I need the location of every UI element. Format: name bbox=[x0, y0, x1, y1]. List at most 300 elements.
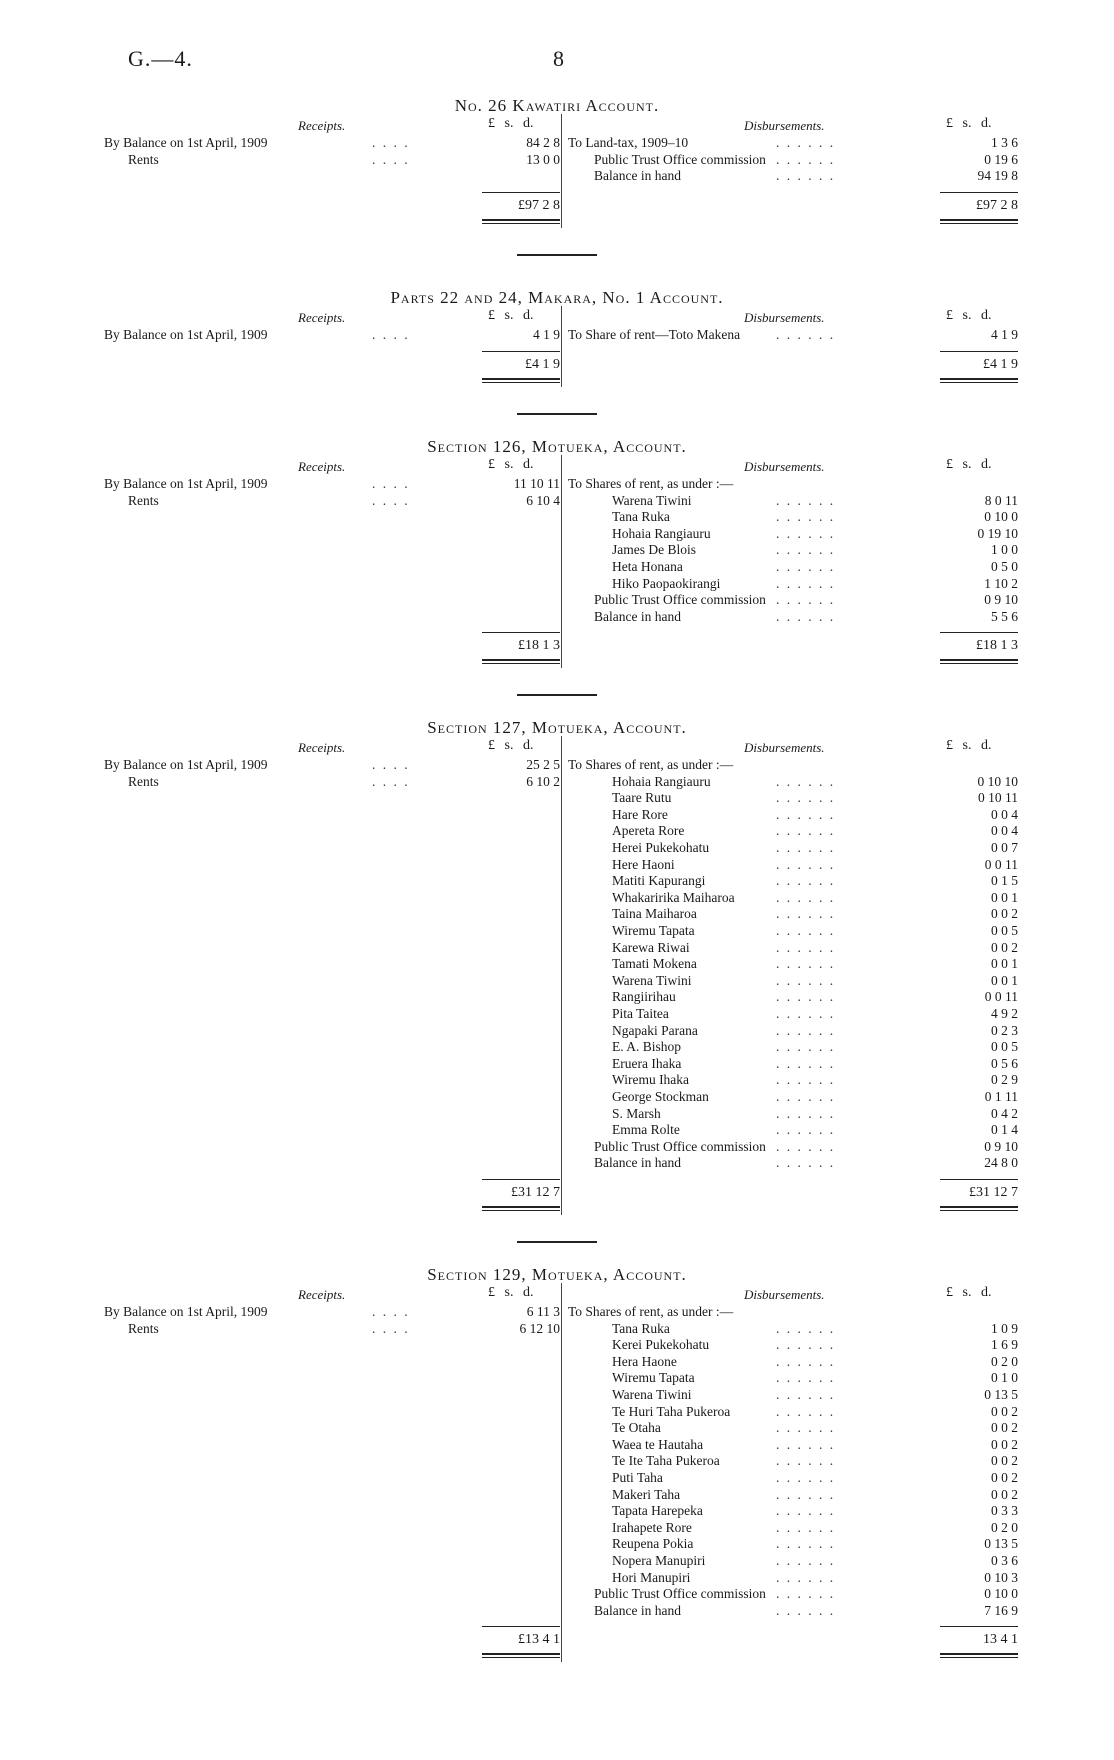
disbursement-amount: 0 0 1 bbox=[991, 956, 1018, 972]
disbursement-row bbox=[0, 1071, 1114, 1088]
leader-dots: . . . . . . bbox=[776, 509, 836, 525]
disbursement-row bbox=[0, 972, 1114, 989]
disbursements-heading: Disbursements. bbox=[744, 310, 825, 325]
disbursement-label: Hare Rore bbox=[612, 806, 668, 822]
disbursement-label: Balance in hand bbox=[594, 168, 681, 184]
disbursement-row bbox=[0, 839, 1114, 856]
leader-dots: . . . . bbox=[372, 492, 410, 508]
document-code: G.—4. bbox=[128, 46, 193, 71]
disbursement-row bbox=[0, 905, 1114, 922]
disbursement-row bbox=[0, 1436, 1114, 1453]
disbursement-row bbox=[0, 1452, 1114, 1469]
disbursement-amount: 0 13 5 bbox=[984, 1536, 1018, 1552]
disbursement-amount: 0 13 5 bbox=[984, 1387, 1018, 1402]
disbursement-amount: 0 0 4 bbox=[991, 823, 1018, 839]
section-separator bbox=[517, 694, 597, 696]
account-title: Section 129, Motueka, Account. bbox=[427, 1265, 687, 1284]
disbursement-label: Wiremu Tapata bbox=[612, 923, 695, 938]
disbursement-row bbox=[0, 1320, 1114, 1337]
disbursement-amount: 0 1 11 bbox=[984, 1089, 1018, 1104]
disbursement-label: Public Trust Office commission bbox=[594, 1586, 766, 1602]
disbursement-amount: 0 0 1 bbox=[991, 889, 1018, 905]
disbursements-total-rule bbox=[940, 632, 1018, 633]
receipt-label: Rents bbox=[128, 773, 159, 789]
disbursement-amount: 0 10 11 bbox=[978, 790, 1018, 806]
disbursement-row bbox=[0, 955, 1114, 972]
disbursement-row bbox=[0, 1585, 1114, 1602]
disbursements-total-double-rule bbox=[940, 378, 1018, 383]
receipts-heading: Receipts. bbox=[298, 310, 346, 325]
disbursement-label: Herei Pukekohatu bbox=[612, 840, 710, 855]
account-title: No. 26 Kawatiri Account. bbox=[454, 96, 660, 115]
receipts-heading: Receipts. bbox=[298, 1287, 346, 1302]
leader-dots: . . . . . . bbox=[776, 1320, 836, 1336]
disbursement-amount: 1 3 6 bbox=[991, 135, 1018, 150]
account-title: Section 127, Motueka, Account. bbox=[427, 718, 687, 737]
disbursement-label: Te Otaha bbox=[612, 1420, 661, 1436]
disbursement-row bbox=[0, 1121, 1114, 1138]
disbursement-label: To Shares of rent, as under :— bbox=[568, 757, 734, 772]
disbursement-label: George Stockman bbox=[612, 1089, 709, 1104]
disbursements-total-double-rule bbox=[940, 1653, 1018, 1658]
disbursement-row bbox=[0, 1005, 1114, 1022]
disbursement-row bbox=[0, 1419, 1114, 1436]
leader-dots: . . . . . . bbox=[776, 168, 836, 184]
disbursement-amount: 0 2 9 bbox=[991, 1072, 1018, 1088]
receipts-total-rule bbox=[482, 1626, 560, 1627]
disbursement-amount: 4 9 2 bbox=[991, 1006, 1018, 1021]
section-separator bbox=[517, 254, 597, 256]
disbursement-amount: 0 10 3 bbox=[984, 1569, 1018, 1585]
disbursement-row bbox=[0, 134, 1114, 151]
disbursement-label: Tamati Mokena bbox=[612, 956, 697, 972]
receipt-label: Rents bbox=[128, 151, 159, 167]
disbursement-label: Karewa Riwai bbox=[612, 939, 690, 955]
disbursement-label: Wiremu Ihaka bbox=[612, 1072, 690, 1088]
leader-dots: . . . . . . bbox=[776, 840, 836, 855]
leader-dots: . . . . . . bbox=[776, 559, 836, 574]
disbursement-amount: 0 0 5 bbox=[991, 923, 1018, 938]
leader-dots: . . . . . . bbox=[776, 1022, 836, 1038]
disbursement-amount: 24 8 0 bbox=[984, 1155, 1018, 1171]
disbursement-label: Ngapaki Parana bbox=[612, 1022, 698, 1038]
leader-dots: . . . . . . bbox=[776, 1420, 836, 1436]
disbursements-lsd-heading: £ s. d. bbox=[946, 116, 992, 131]
leader-dots: . . . . . . bbox=[776, 1072, 836, 1088]
disbursement-amount: 0 0 1 bbox=[991, 972, 1018, 988]
disbursement-label: Reupena Pokia bbox=[612, 1536, 694, 1552]
leader-dots: . . . . . . bbox=[776, 1039, 836, 1055]
disbursement-label: James De Blois bbox=[612, 542, 696, 558]
disbursement-amount: 0 0 2 bbox=[991, 1470, 1018, 1485]
receipts-total-rule bbox=[482, 351, 560, 352]
receipts-total: £18 1 3 bbox=[518, 638, 560, 654]
disbursement-amount: 0 10 0 bbox=[984, 1586, 1018, 1602]
disbursement-amount: 1 0 9 bbox=[991, 1320, 1018, 1336]
disbursements-heading: Disbursements. bbox=[744, 118, 825, 133]
leader-dots: . . . . . . bbox=[776, 972, 836, 988]
receipts-total: £13 4 1 bbox=[518, 1632, 560, 1648]
leader-dots: . . . . . . bbox=[776, 542, 836, 558]
column-divider bbox=[561, 114, 562, 228]
leader-dots: . . . . . . bbox=[776, 790, 836, 806]
disbursement-label: Emma Rolte bbox=[612, 1122, 680, 1138]
disbursement-label: Te Ite Taha Pukeroa bbox=[612, 1453, 720, 1469]
disbursements-total: £97 2 8 bbox=[976, 197, 1018, 213]
receipts-total-double-rule bbox=[482, 659, 560, 664]
disbursements-total-rule bbox=[940, 192, 1018, 193]
receipt-amount: 25 2 5 bbox=[526, 757, 560, 772]
disbursement-row bbox=[0, 1519, 1114, 1536]
disbursement-row bbox=[0, 1353, 1114, 1370]
receipts-lsd-heading: £ s. d. bbox=[488, 116, 534, 131]
disbursement-amount: 0 9 10 bbox=[984, 592, 1018, 608]
leader-dots: . . . . . . bbox=[776, 1503, 836, 1519]
leader-dots: . . . . . . bbox=[776, 1055, 836, 1071]
disbursement-amount: 0 3 6 bbox=[991, 1553, 1018, 1568]
column-divider bbox=[561, 736, 562, 1215]
receipts-total-rule bbox=[482, 632, 560, 633]
leader-dots: . . . . . . bbox=[776, 1536, 836, 1552]
receipt-amount: 84 2 8 bbox=[526, 135, 560, 150]
disbursement-row bbox=[0, 167, 1114, 184]
section-separator bbox=[517, 413, 597, 415]
disbursements-total-rule bbox=[940, 351, 1018, 352]
receipts-lsd-heading: £ s. d. bbox=[488, 308, 534, 323]
leader-dots: . . . . . . bbox=[776, 1519, 836, 1535]
disbursement-label: Warena Tiwini bbox=[612, 1387, 692, 1402]
disbursement-amount: 0 0 5 bbox=[991, 1039, 1018, 1055]
disbursement-label: To Land-tax, 1909–10 bbox=[568, 135, 689, 150]
disbursement-label: Hohaia Rangiauru bbox=[612, 525, 711, 541]
leader-dots: . . . . . . bbox=[776, 1453, 836, 1469]
disbursement-amount: 0 0 11 bbox=[984, 989, 1018, 1005]
disbursement-label: Eruera Ihaka bbox=[612, 1055, 682, 1071]
leader-dots: . . . . . . bbox=[776, 1337, 836, 1353]
disbursement-amount: 1 10 2 bbox=[984, 575, 1018, 591]
leader-dots: . . . . . . bbox=[776, 327, 836, 342]
disbursement-label: Warena Tiwini bbox=[612, 972, 692, 988]
leader-dots: . . . . . . bbox=[776, 1155, 836, 1171]
page-number: 8 bbox=[553, 46, 564, 71]
disbursement-label: Apereta Rore bbox=[612, 823, 685, 839]
disbursements-total: 13 4 1 bbox=[983, 1632, 1018, 1648]
disbursements-total-double-rule bbox=[940, 219, 1018, 224]
disbursement-label: Here Haoni bbox=[612, 856, 675, 872]
disbursement-label: Balance in hand bbox=[594, 608, 681, 624]
disbursement-label: Public Trust Office commission bbox=[594, 1138, 766, 1154]
receipt-label: By Balance on 1st April, 1909 bbox=[104, 135, 268, 150]
disbursement-amount: 0 0 2 bbox=[991, 1403, 1018, 1419]
leader-dots: . . . . . . bbox=[776, 1486, 836, 1502]
receipt-amount: 11 10 11 bbox=[513, 476, 560, 491]
disbursement-label: Tana Ruka bbox=[612, 509, 670, 525]
disbursement-row bbox=[0, 1552, 1114, 1569]
disbursement-label: Tapata Harepeka bbox=[612, 1503, 703, 1519]
leader-dots: . . . . . . bbox=[776, 135, 836, 150]
disbursement-row bbox=[0, 151, 1114, 168]
leader-dots: . . . . . . bbox=[776, 1470, 836, 1485]
disbursement-amount: 0 19 6 bbox=[984, 151, 1018, 167]
receipts-total: £4 1 9 bbox=[525, 356, 560, 372]
disbursement-label: Hori Manupiri bbox=[612, 1569, 691, 1585]
leader-dots: . . . . . . bbox=[776, 989, 836, 1005]
leader-dots: . . . . . . bbox=[776, 1105, 836, 1121]
receipt-label: By Balance on 1st April, 1909 bbox=[104, 1304, 268, 1319]
disbursements-lsd-heading: £ s. d. bbox=[946, 1285, 992, 1300]
disbursement-amount: 0 2 3 bbox=[991, 1022, 1018, 1038]
disbursement-amount: 0 2 0 bbox=[991, 1353, 1018, 1369]
disbursement-label: S. Marsh bbox=[612, 1105, 661, 1121]
disbursement-amount: 0 0 4 bbox=[991, 806, 1018, 822]
disbursement-amount: 0 1 5 bbox=[991, 873, 1018, 889]
disbursement-row bbox=[0, 922, 1114, 939]
leader-dots: . . . . . . bbox=[776, 856, 836, 872]
leader-dots: . . . . bbox=[372, 757, 410, 772]
disbursement-row bbox=[0, 1105, 1114, 1122]
disbursement-row bbox=[0, 1055, 1114, 1072]
disbursement-row bbox=[0, 1569, 1114, 1586]
disbursement-label: Te Huri Taha Pukeroa bbox=[612, 1403, 731, 1419]
disbursement-amount: 5 5 6 bbox=[991, 608, 1018, 624]
disbursement-label: Kerei Pukekohatu bbox=[612, 1337, 710, 1353]
leader-dots: . . . . . . bbox=[776, 823, 836, 839]
disbursement-amount: 0 1 4 bbox=[991, 1122, 1018, 1138]
disbursement-label: Pita Taitea bbox=[612, 1006, 669, 1021]
disbursement-amount: 0 10 10 bbox=[977, 773, 1018, 789]
disbursement-row bbox=[0, 591, 1114, 608]
disbursement-row bbox=[0, 1088, 1114, 1105]
disbursement-row bbox=[0, 1486, 1114, 1503]
disbursement-amount: 0 10 0 bbox=[984, 509, 1018, 525]
leader-dots: . . . . . . bbox=[776, 939, 836, 955]
disbursement-row bbox=[0, 1154, 1114, 1171]
disbursement-row bbox=[0, 525, 1114, 542]
column-divider bbox=[561, 1283, 562, 1662]
disbursement-label: Balance in hand bbox=[594, 1602, 681, 1618]
leader-dots: . . . . bbox=[372, 135, 410, 150]
leader-dots: . . . . bbox=[372, 1320, 410, 1336]
disbursement-row bbox=[0, 541, 1114, 558]
disbursement-row bbox=[0, 1369, 1114, 1386]
receipt-label: Rents bbox=[128, 1320, 159, 1336]
disbursement-row bbox=[0, 1336, 1114, 1353]
leader-dots: . . . . . . bbox=[776, 1553, 836, 1568]
leader-dots: . . . . . . bbox=[776, 151, 836, 167]
receipts-total: £97 2 8 bbox=[518, 197, 560, 213]
disbursement-row bbox=[0, 475, 1114, 492]
disbursement-amount: 0 3 3 bbox=[991, 1503, 1018, 1519]
disbursements-heading: Disbursements. bbox=[744, 459, 825, 474]
disbursement-amount: 1 6 9 bbox=[991, 1337, 1018, 1353]
disbursement-label: Hiko Paopaokirangi bbox=[612, 575, 721, 591]
receipts-total-double-rule bbox=[482, 1206, 560, 1211]
disbursement-row bbox=[0, 1602, 1114, 1619]
disbursement-label: Nopera Manupiri bbox=[612, 1553, 706, 1568]
receipt-amount: 4 1 9 bbox=[533, 327, 560, 342]
receipt-label: By Balance on 1st April, 1909 bbox=[104, 757, 268, 772]
disbursement-amount: 7 16 9 bbox=[984, 1602, 1018, 1618]
section-separator bbox=[517, 1241, 597, 1243]
disbursement-row bbox=[0, 508, 1114, 525]
disbursement-label: Matiti Kapurangi bbox=[612, 873, 706, 889]
disbursement-amount: 8 0 11 bbox=[984, 492, 1018, 508]
disbursements-total-double-rule bbox=[940, 1206, 1018, 1211]
disbursement-amount: 0 4 2 bbox=[991, 1105, 1018, 1121]
leader-dots: . . . . . . bbox=[776, 773, 836, 789]
leader-dots: . . . . . . bbox=[776, 1387, 836, 1402]
disbursement-row bbox=[0, 1022, 1114, 1039]
account-title: Section 126, Motueka, Account. bbox=[427, 437, 687, 456]
disbursement-label: Waea te Hautaha bbox=[612, 1436, 704, 1452]
disbursement-row bbox=[0, 939, 1114, 956]
disbursement-label: Whakaririka Maiharoa bbox=[612, 889, 735, 905]
receipts-total-rule bbox=[482, 192, 560, 193]
disbursement-label: Taare Rutu bbox=[612, 790, 672, 806]
disbursement-row bbox=[0, 806, 1114, 823]
disbursement-label: Hohaia Rangiauru bbox=[612, 773, 711, 789]
disbursement-row bbox=[0, 575, 1114, 592]
leader-dots: . . . . . . bbox=[776, 492, 836, 508]
receipts-lsd-heading: £ s. d. bbox=[488, 738, 534, 753]
disbursement-amount: 0 1 0 bbox=[991, 1370, 1018, 1386]
disbursement-label: Public Trust Office commission bbox=[594, 592, 766, 608]
disbursements-heading: Disbursements. bbox=[744, 1287, 825, 1302]
leader-dots: . . . . . . bbox=[776, 1138, 836, 1154]
disbursement-label: Taina Maiharoa bbox=[612, 906, 697, 922]
receipts-total-double-rule bbox=[482, 219, 560, 224]
receipt-amount: 6 11 3 bbox=[526, 1304, 560, 1319]
disbursements-lsd-heading: £ s. d. bbox=[946, 457, 992, 472]
disbursements-lsd-heading: £ s. d. bbox=[946, 738, 992, 753]
disbursement-row bbox=[0, 1502, 1114, 1519]
leader-dots: . . . . . . bbox=[776, 889, 836, 905]
receipt-label: Rents bbox=[128, 492, 159, 508]
disbursement-row bbox=[0, 1403, 1114, 1420]
receipts-lsd-heading: £ s. d. bbox=[488, 457, 534, 472]
disbursement-row bbox=[0, 773, 1114, 790]
leader-dots: . . . . . . bbox=[776, 1403, 836, 1419]
disbursement-row bbox=[0, 492, 1114, 509]
disbursement-label: Tana Ruka bbox=[612, 1320, 670, 1336]
disbursements-total-rule bbox=[940, 1626, 1018, 1627]
disbursement-row bbox=[0, 1535, 1114, 1552]
disbursement-row bbox=[0, 889, 1114, 906]
disbursement-label: Rangiirihau bbox=[612, 989, 676, 1005]
disbursement-amount: 0 9 10 bbox=[984, 1138, 1018, 1154]
leader-dots: . . . . bbox=[372, 773, 410, 789]
leader-dots: . . . . . . bbox=[776, 592, 836, 608]
disbursement-label: Balance in hand bbox=[594, 1155, 681, 1171]
receipts-heading: Receipts. bbox=[298, 459, 346, 474]
leader-dots: . . . . . . bbox=[776, 1089, 836, 1104]
disbursement-amount: 4 1 9 bbox=[991, 327, 1018, 342]
leader-dots: . . . . . . bbox=[776, 1436, 836, 1452]
disbursement-label: Wiremu Tapata bbox=[612, 1370, 695, 1386]
leader-dots: . . . . . . bbox=[776, 1569, 836, 1585]
disbursement-amount: 1 0 0 bbox=[991, 542, 1018, 558]
disbursement-row bbox=[0, 608, 1114, 625]
disbursement-amount: 0 0 2 bbox=[991, 939, 1018, 955]
disbursement-row bbox=[0, 789, 1114, 806]
receipt-amount: 6 10 2 bbox=[526, 773, 560, 789]
account-title: Parts 22 and 24, Makara, No. 1 Account. bbox=[390, 288, 724, 307]
disbursement-amount: 0 5 0 bbox=[991, 559, 1018, 574]
disbursement-label: Public Trust Office commission bbox=[594, 151, 766, 167]
disbursements-total: £31 12 7 bbox=[969, 1185, 1018, 1200]
disbursements-total-rule bbox=[940, 1179, 1018, 1180]
leader-dots: . . . . . . bbox=[776, 806, 836, 822]
disbursement-amount: 0 5 6 bbox=[991, 1055, 1018, 1071]
receipt-label: By Balance on 1st April, 1909 bbox=[104, 476, 268, 491]
receipts-lsd-heading: £ s. d. bbox=[488, 1285, 534, 1300]
leader-dots: . . . . . . bbox=[776, 873, 836, 889]
disbursement-row bbox=[0, 326, 1114, 343]
leader-dots: . . . . bbox=[372, 151, 410, 167]
disbursement-row bbox=[0, 872, 1114, 889]
leader-dots: . . . . . . bbox=[776, 1353, 836, 1369]
receipt-amount: 6 10 4 bbox=[526, 492, 560, 508]
disbursement-amount: 94 19 8 bbox=[977, 168, 1018, 184]
disbursement-amount: 0 0 2 bbox=[991, 906, 1018, 922]
receipt-amount: 6 12 10 bbox=[519, 1320, 560, 1336]
receipt-label: By Balance on 1st April, 1909 bbox=[104, 327, 268, 342]
receipts-total-double-rule bbox=[482, 1653, 560, 1658]
disbursement-amount: 0 0 7 bbox=[991, 840, 1018, 855]
disbursement-row bbox=[0, 1303, 1114, 1320]
disbursement-amount: 0 0 11 bbox=[984, 856, 1018, 872]
disbursements-total-double-rule bbox=[940, 659, 1018, 664]
disbursement-label: Hera Haone bbox=[612, 1353, 677, 1369]
disbursements-heading: Disbursements. bbox=[744, 740, 825, 755]
disbursement-row bbox=[0, 1469, 1114, 1486]
receipts-total-double-rule bbox=[482, 378, 560, 383]
disbursement-row bbox=[0, 822, 1114, 839]
leader-dots: . . . . . . bbox=[776, 608, 836, 624]
leader-dots: . . . . . . bbox=[776, 575, 836, 591]
leader-dots: . . . . bbox=[372, 476, 410, 491]
leader-dots: . . . . . . bbox=[776, 1122, 836, 1138]
disbursement-label: To Shares of rent, as under :— bbox=[568, 476, 734, 491]
disbursements-total: £18 1 3 bbox=[976, 638, 1018, 654]
disbursement-amount: 0 0 2 bbox=[991, 1420, 1018, 1436]
disbursement-label: Irahapete Rore bbox=[612, 1519, 692, 1535]
disbursement-row bbox=[0, 1038, 1114, 1055]
disbursement-amount: 0 0 2 bbox=[991, 1453, 1018, 1469]
disbursement-label: Heta Honana bbox=[612, 559, 683, 574]
disbursement-row bbox=[0, 1138, 1114, 1155]
disbursement-row bbox=[0, 1386, 1114, 1403]
leader-dots: . . . . . . bbox=[776, 956, 836, 972]
leader-dots: . . . . . . bbox=[776, 906, 836, 922]
disbursement-row bbox=[0, 558, 1114, 575]
disbursement-amount: 0 2 0 bbox=[991, 1519, 1018, 1535]
disbursement-label: Warena Tiwini bbox=[612, 492, 692, 508]
leader-dots: . . . . . . bbox=[776, 525, 836, 541]
disbursements-lsd-heading: £ s. d. bbox=[946, 308, 992, 323]
leader-dots: . . . . . . bbox=[776, 1586, 836, 1602]
disbursement-label: Makeri Taha bbox=[612, 1486, 681, 1502]
leader-dots: . . . . bbox=[372, 1304, 410, 1319]
disbursement-amount: 0 0 2 bbox=[991, 1436, 1018, 1452]
disbursement-label: Puti Taha bbox=[612, 1470, 663, 1485]
leader-dots: . . . . . . bbox=[776, 1370, 836, 1386]
disbursement-label: To Share of rent—Toto Makena bbox=[568, 327, 741, 342]
leader-dots: . . . . . . bbox=[776, 923, 836, 938]
leader-dots: . . . . bbox=[372, 327, 410, 342]
receipts-heading: Receipts. bbox=[298, 740, 346, 755]
receipts-total-rule bbox=[482, 1179, 560, 1180]
